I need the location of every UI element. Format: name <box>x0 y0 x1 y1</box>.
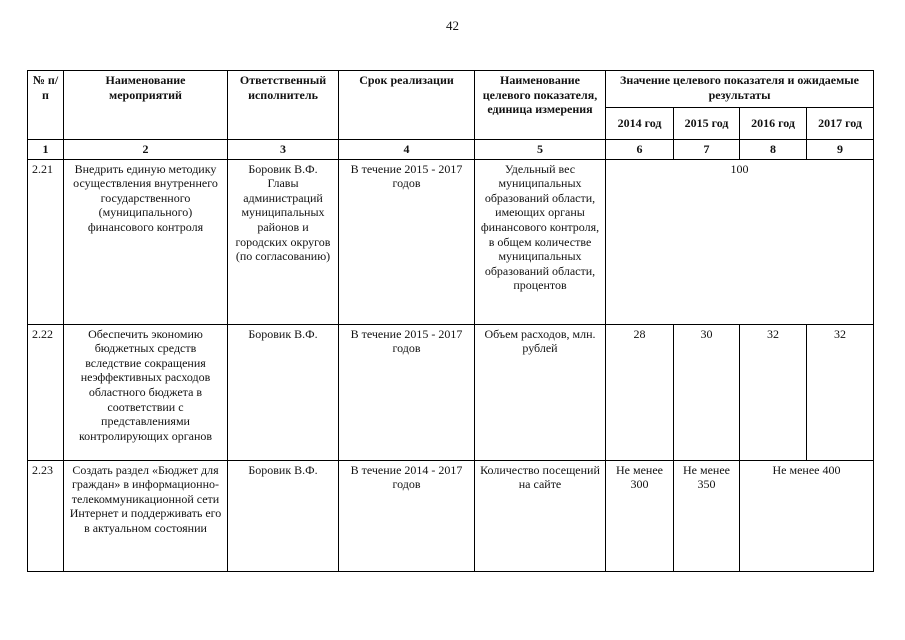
row-value-2014: 28 <box>606 324 674 460</box>
row-term: В течение 2014 - 2017 годов <box>339 460 475 571</box>
column-number: 2 <box>64 140 228 160</box>
header-indicator: Наименование целевого показателя, единица измерения <box>475 71 606 140</box>
row-responsible: Боровик В.Ф. Главы администраций муниципальных районов и городских округов (по согласованию) <box>228 159 339 324</box>
page-number: 42 <box>446 18 459 33</box>
header-activity: Наименование мероприятий <box>64 71 228 140</box>
header-row-1 <box>28 71 874 108</box>
row-number: 2.22 <box>28 324 64 460</box>
row-value-2014: Не менее 300 <box>606 460 674 571</box>
column-number: 9 <box>807 140 874 160</box>
row-indicator: Удельный вес муниципальных образований области, имеющих органы финансового контроля, в общем количестве муниципальных образований области, процентов <box>475 159 606 324</box>
column-number: 1 <box>28 140 64 160</box>
row-activity: Обеспечить экономию бюджетных средств вследствие сокращения неэффективных расходов областного бюджета в соответствии с представлениями контролирующих органов <box>64 324 228 460</box>
row-term: В течение 2015 - 2017 годов <box>339 159 475 324</box>
header-term: Срок реализации <box>339 71 475 140</box>
header-year-2016: 2016 год <box>740 108 807 140</box>
row-responsible: Боровик В.Ф. <box>228 460 339 571</box>
column-number: 3 <box>228 140 339 160</box>
row-value-2015: Не менее 350 <box>674 460 740 571</box>
table-row <box>28 324 874 460</box>
header-responsible: Ответственный исполнитель <box>228 71 339 140</box>
column-number: 6 <box>606 140 674 160</box>
table-row <box>28 159 874 324</box>
header-year-2015: 2015 год <box>674 108 740 140</box>
column-number: 7 <box>674 140 740 160</box>
header-year-2014: 2014 год <box>606 108 674 140</box>
column-number: 8 <box>740 140 807 160</box>
row-value-2016: 32 <box>740 324 807 460</box>
column-numbers-row <box>28 140 874 160</box>
row-responsible: Боровик В.Ф. <box>228 324 339 460</box>
header-values-group: Значение целевого показателя и ожидаемые результаты <box>606 71 874 108</box>
row-merged-value: 100 <box>606 159 874 324</box>
header-year-2017: 2017 год <box>807 108 874 140</box>
column-number: 4 <box>339 140 475 160</box>
activities-table <box>27 70 874 572</box>
row-term: В течение 2015 - 2017 годов <box>339 324 475 460</box>
column-number: 5 <box>475 140 606 160</box>
row-value-2017: 32 <box>807 324 874 460</box>
row-number: 2.21 <box>28 159 64 324</box>
row-activity: Внедрить единую методику осуществления внутреннего государственного (муниципального) финансового контроля <box>64 159 228 324</box>
header-num: № п/п <box>28 71 64 140</box>
row-indicator: Объем расходов, млн. рублей <box>475 324 606 460</box>
table-row <box>28 460 874 571</box>
row-number: 2.23 <box>28 460 64 571</box>
row-value-2016-2017: Не менее 400 <box>740 460 874 571</box>
row-indicator: Количество посещений на сайте <box>475 460 606 571</box>
row-value-2015: 30 <box>674 324 740 460</box>
row-activity: Создать раздел «Бюджет для граждан» в информационно-телекоммуникационной сети Интернет и поддерживать его в актуальном состоянии <box>64 460 228 571</box>
